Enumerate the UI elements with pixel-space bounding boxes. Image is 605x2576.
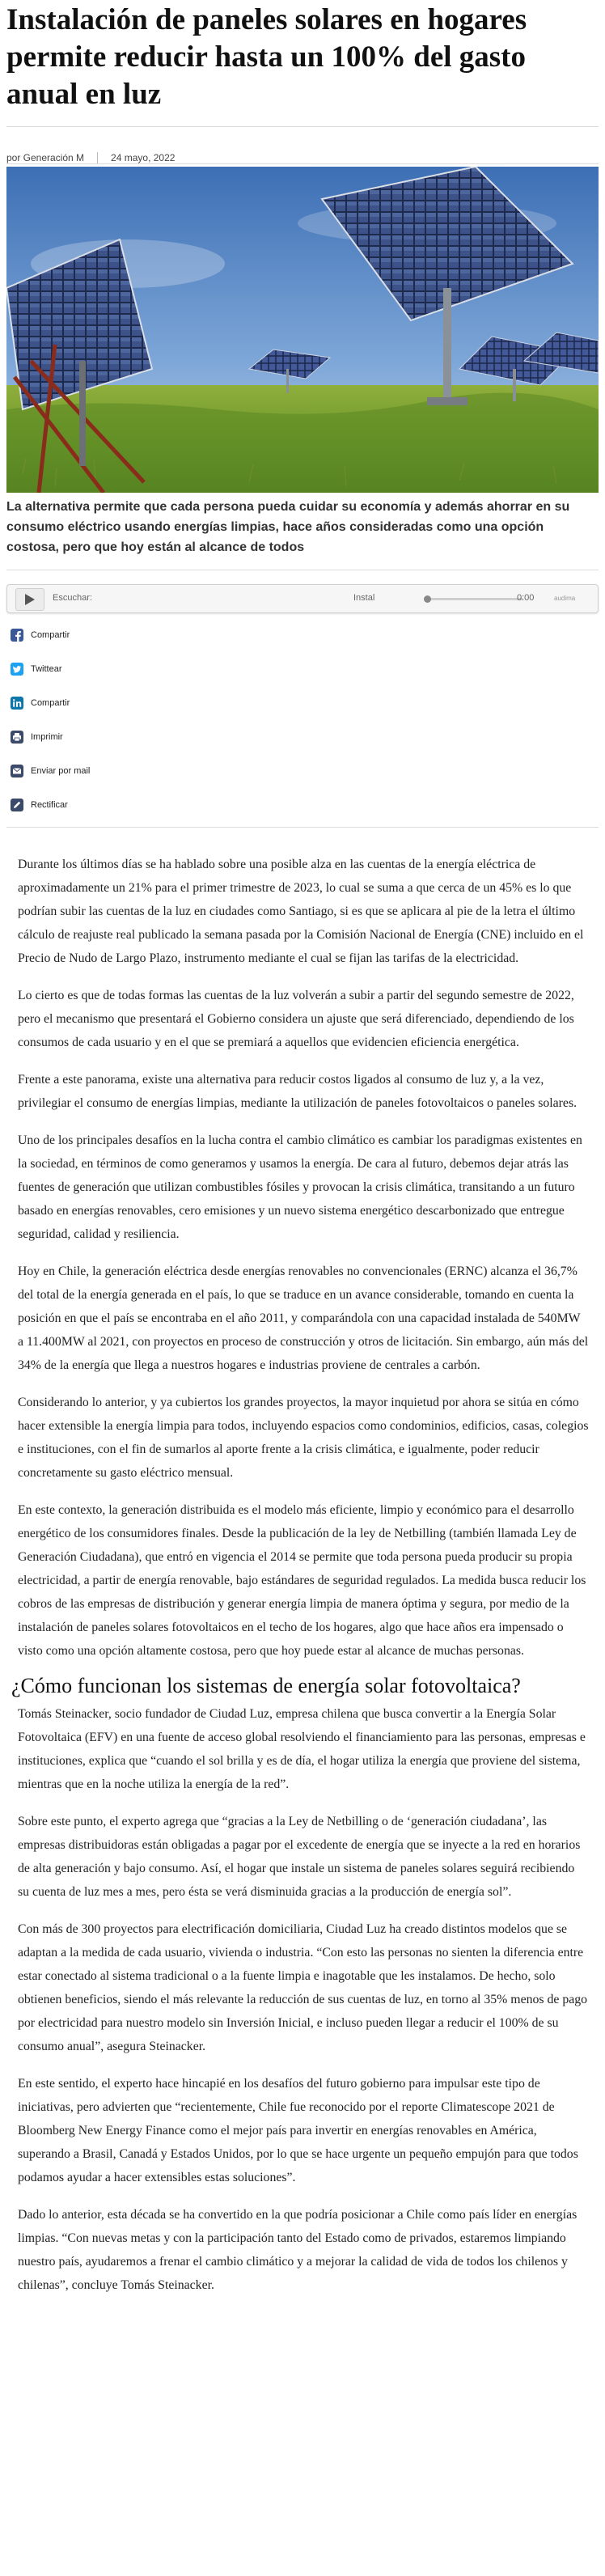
paragraph: Dado lo anterior, esta década se ha convertido en la que podría posicionar a Chile como país líder en energías limpias. “Con nuevas metas y con la participación tanto del Estado como de privados, estaremos limpiando nuestro país, ayudaremos a frenar el cambio climático y a mejorar la calidad de vida de todos los chilenos y chilenas”, concluye Tomás Steinacker. [18,2208,578,2292]
audio-brand: audima [554,595,576,602]
audio-progress-slider[interactable] [426,598,523,600]
linkedin-icon [10,696,24,710]
share-twitter-button[interactable] [10,662,62,676]
paragraph: En este sentido, el experto hace hincapié en los desafíos del futuro gobierno para impulsar este tipo de iniciativas, pero advierten que “recientemente, Chile fue reconocido por el reporte Climatescope 2021 de Bloomberg New Energy Finance como el mejor país para invertir en energías renovables en América, superando a Brasil, Canadá y Estados Unidos, por lo que se hace urgente un pequeño empujón para que todos podamos ayudar a hacer extensibles estas soluciones”. [18,2077,578,2184]
article-title: Instalación de paneles solares en hogares permite reducir hasta un 100% del gasto anual en luz [6,3,527,111]
share-label: Twittear [31,664,62,674]
paragraph: Hoy en Chile, la generación eléctrica desde energías renovables no convencionales (ERNC) alcanza el 36,7% del total de la energía generada en el país, lo que se traduce en un avance considerable, tomando en cuenta la posición en que el país se encontraba en el año 2011, y comparándola con una capacidad instalada de 540MW a 11.400MW al 2021, con proyectos en proceso de construcción y otros de licitación. Sin embargo, aún más del 34% de la energía que llega a nuestros hogares e industrias proviene de centrales a carbón. [18,1265,589,1372]
section-heading: ¿Cómo funcionan los sistemas de energía solar fotovoltaica? [11,1674,521,1697]
paragraph: Con más de 300 proyectos para electrificación domiciliaria, Ciudad Luz ha creado distintos modelos que se adaptan a la medida de cada usuario, vivienda o industria. “Con esto las personas no sienten la diferencia entre estar conectado al sistema tradicional o a la fuente limpia e inagotable que les instalamos. De hecho, solo obtienen beneficios, siendo el más relevante la reducción de sus cuentas de luz, en torno al 35% menos de pago por electricidad para nuestro modelo sin Inversión Inicial, e incluso pueden llegar a reducir el 100% de su consumo anual”, asegura Steinacker. [18,1922,588,2053]
solar-panels-illustration [6,167,599,493]
play-icon [25,594,35,605]
play-button[interactable] [15,588,44,611]
print-icon [10,730,24,744]
track-name: Instal [353,593,375,603]
divider [6,126,599,127]
share-label: Compartir [31,698,70,708]
mail-icon [10,764,24,778]
paragraph: Lo cierto es que de todas formas las cuentas de la luz volverán a subir a partir del segundo semestre de 2022, pero el mecanismo que presentará el Gobierno considera un ajuste que será diferenciado, dependiendo de los consumos de cada usuario y en el que se premiará a aquellos que evidencien eficiencia energética. [18,989,574,1049]
hero-image-solar-panels [6,167,599,493]
listen-label: Escuchar: [53,593,92,603]
publish-date: 24 mayo, 2022 [111,152,176,163]
paragraph: Frente a este panorama, existe una alternativa para reducir costos ligados al consumo de luz y, a la vez, privilegiar el consumo de energías limpias, mediante la utilización de paneles fotovoltaicos o paneles solares. [18,1073,578,1110]
rectify-button[interactable] [10,798,68,812]
article-body [11,853,589,2311]
share-linkedin-button[interactable] [10,696,70,710]
twitter-icon [10,662,24,676]
paragraph: En este contexto, la generación distribuida es el modelo más eficiente, limpio y económico para el desarrollo energético de los consumidores finales. Desde la publicación de la ley de Netbilling (también llamada Ley de Generación Ciudadana), que entró en vigencia el 2014 se permite que toda persona pueda producir su propia electricidad, a partir de energía renovable, bajo estándares de seguridad regulados. La medida busca reducir los cobros de las empresas de distribución y generar energía limpia de manera óptima y segura, por medio de la instalación de paneles solares fotovoltaicos en el techo de los hogares, algo que hace años era impensado o visto como una opción altamente costosa, pero que hoy puede estar al alcance de muchas personas. [18,1503,586,1658]
share-label: Rectificar [31,800,68,810]
audio-player [6,584,599,613]
share-label: Enviar por mail [31,766,91,776]
audio-progress-knob[interactable] [424,595,431,603]
facebook-icon [10,628,24,642]
audio-time: 0:00 [517,593,535,603]
share-label: Compartir [31,630,70,640]
share-facebook-button[interactable] [10,628,70,642]
meta-separator [97,152,98,163]
share-label: Imprimir [31,732,63,742]
paragraph: Uno de los principales desafíos en la lucha contra el cambio climático es cambiar los paradigmas existentes en la sociedad, en términos de como generamos y usamos la energía. De cara al futuro, debemos dejar atrás las fuentes de generación que utilizan combustibles fósiles y provocan la crisis climática, transitando a un futuro basado en energías renovables, cero emisiones y un nuevo sistema energético descarbonizado que entregue seguridad, calidad y resiliencia. [18,1133,582,1241]
divider [6,163,599,164]
paragraph: Sobre este punto, el experto agrega que “gracias a la Ley de Netbilling o de ‘generación ciudadana’, las empresas distribuidoras están obligadas a pagar por el excedente de energía que se inyecte a la red en horarios de alta generación y bajo consumo. Así, el hogar que instale un sistema de paneles solares seguirá recibiendo su cuenta de luz mes a mes, pero ésta se verá disminuida gracias a la producción de energía sol”. [18,1815,581,1899]
paragraph: Durante los últimos días se ha hablado sobre una posible alza en las cuentas de la energía eléctrica de aproximadamente un 21% para el primer trimestre de 2023, lo cual se suma a que cerca de un 45% es lo que podrían subir las cuentas de la luz en ciudades como Santiago, si es que se aplicara al pie de la letra el último cálculo de reajuste real publicado la semana pasada por la Comisión Nacional de Energía (CNE) incluido en el Precio de Nudo de Largo Plazo, instrumento mediante el cual se fijan las tarifas de la electricidad. [18,858,584,965]
image-caption: La alternativa permite que cada persona pueda cuidar su economía y además ahorrar en su consumo eléctrico usando energías limpias, hace años consideradas como una opción costosa, pero que hoy están al alcance de todos [6,500,570,554]
byline: por Generación M [6,152,85,163]
divider [6,827,599,828]
paragraph: Tomás Steinacker, socio fundador de Ciudad Luz, empresa chilena que busca convertir a la Energía Solar Fotovoltaica (EFV) en una fuente de acceso global resolviendo el financiamiento para las personas, empresas e instituciones, explica que “cuando el sol brilla y es de día, el hogar utiliza la energía que proviene del sistema, mientras que en la noche utiliza la energía de la red”. [18,1707,586,1791]
article-meta [6,152,175,163]
print-button[interactable] [10,730,63,744]
paragraph: Considerando lo anterior, y ya cubiertos los grandes proyectos, la mayor inquietud por ahora se sitúa en cómo hacer extensible la energía limpia para todos, incluyendo espacios como condominios, edificios, casas, colegios e instituciones, con el fin de sumarlos al aporte frente a la crisis climática, e igualmente, poder reducir concretamente su gasto eléctrico mensual. [18,1396,589,1480]
edit-icon [10,798,24,812]
email-button[interactable] [10,764,90,778]
